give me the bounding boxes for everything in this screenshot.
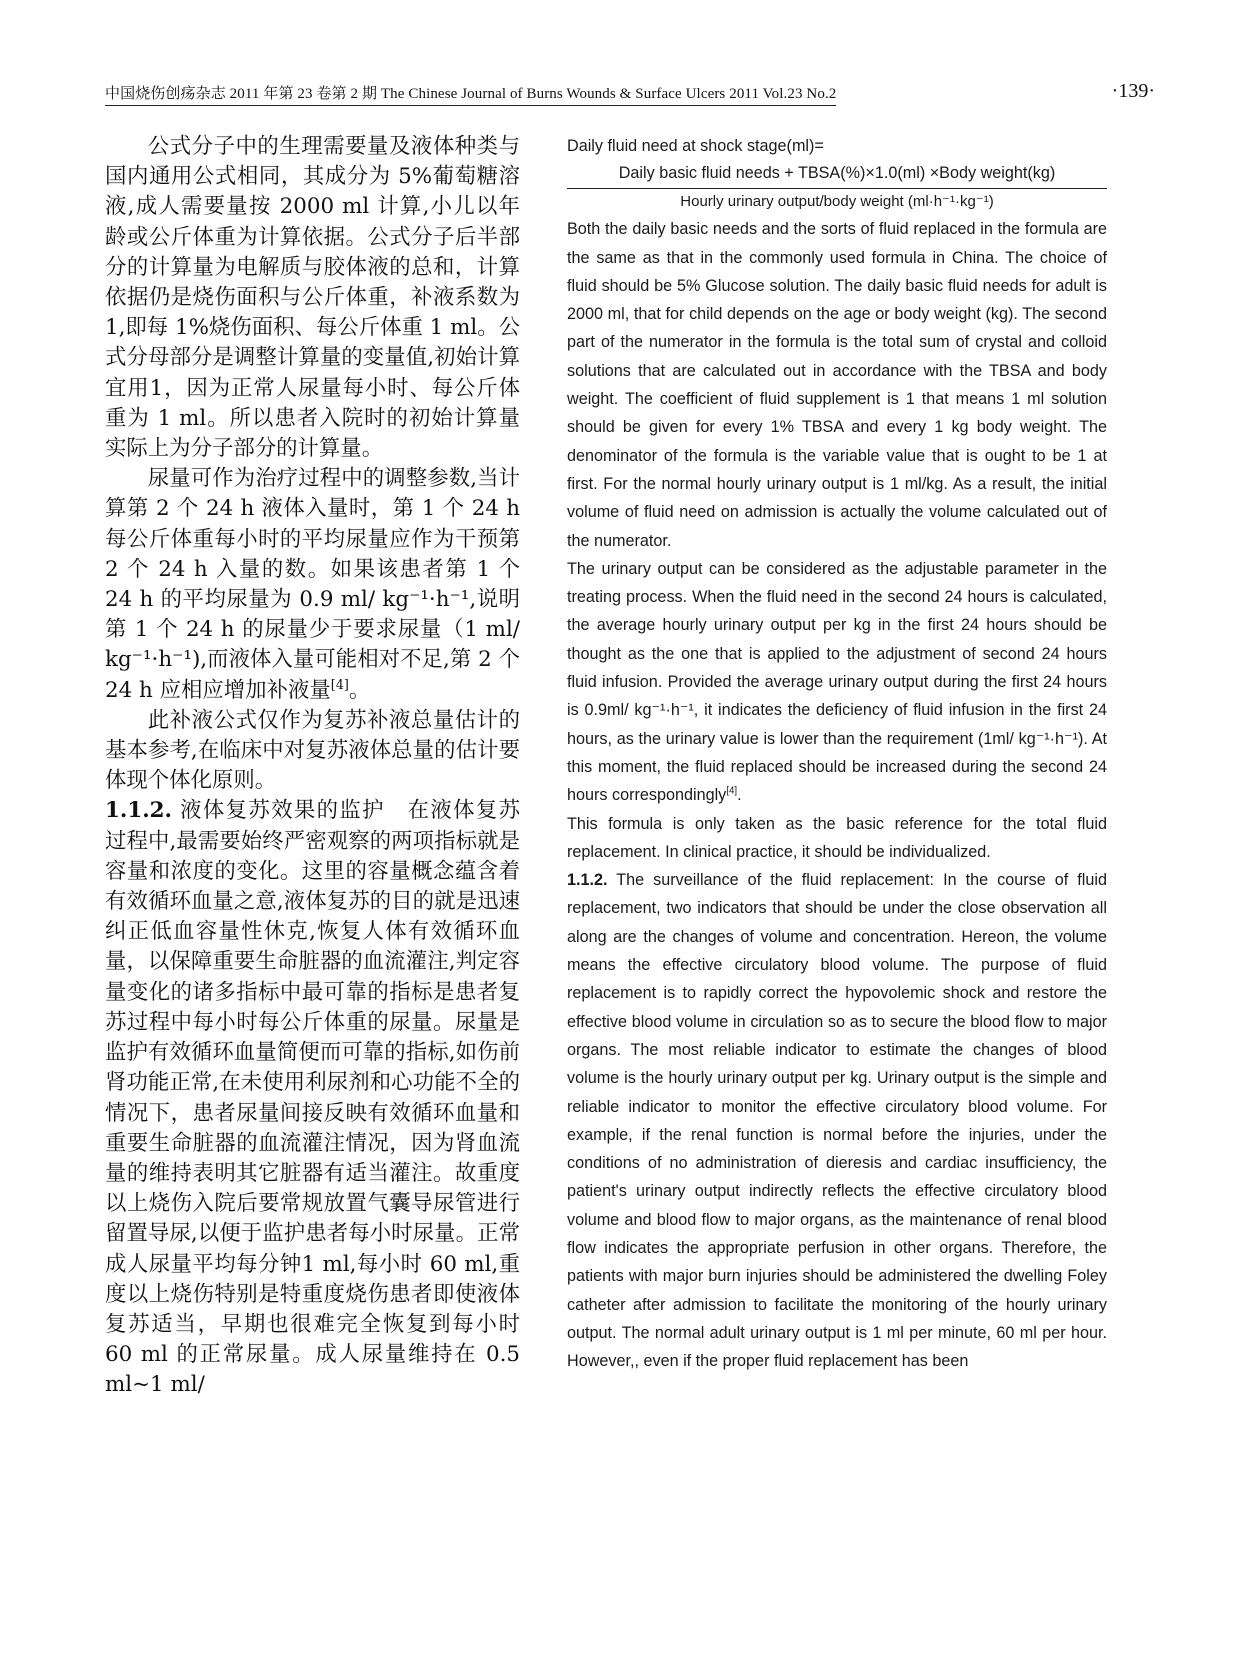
en-citation-ref: [4] [726,785,738,797]
page-number: ·139· [1111,80,1155,102]
cn-paragraph-3: 此补液公式仅作为复苏补液总量估计的基本参考,在临床中对复苏液体总量的估计要体现个体化原则。 [105,707,520,794]
en-section-number: 1.1.2. [567,871,608,890]
english-column [567,132,1107,1375]
formula-label: Daily fluid need at shock stage(ml)= [567,137,824,155]
en-paragraph-3: This formula is only taken as the basic reference for the total fluid replacement. In clinical practice, it should be individualized. [567,814,1107,861]
running-header [105,80,1155,110]
cn-section-body: 在液体复苏过程中,最需要始终严密观察的两项指标就是容量和浓度的变化。这里的容量概念蕴含着有效循环血量之意,液体复苏的目的就是迅速纠正低血容量性休克,恢复人体有效循环血量，以保障重要生命脏器的血流灌注,判定容量变化的诸多指标中最可靠的指标是患者复苏过程中每小时每公斤体重的尿量。尿量是监护有效循环血量简便而可靠的指标,如伤前肾功能正常,在未使用利尿剂和心功能不全的情况下，患者尿量间接反映有效循环血量和重要生命脏器的血流灌注情况，因为肾血流量的维持表明其它脏器有适当灌注。故重度以上烧伤入院后要常规放置气囊导尿管进行留置导尿,以便于监护患者每小时尿量。正常成人尿量平均每分钟1 ml,每小时 60 ml,重度以上烧伤特别是特重度烧伤患者即使液体复苏适当，早期也很难完全恢复到每小时 60 ml 的正常尿量。成人尿量维持在 0.5 ml~1 ml/ [105,798,520,1398]
formula-numerator: Daily basic fluid needs + TBSA(%)×1.0(ml) ×Body weight(kg) [567,160,1107,189]
en-section-body: The surveillance of the fluid replacement: In the course of fluid replacement, two indicators that should be under the close observation all along are the changes of volume and concentration. Hereon, the volume means the effective circulatory blood volume. The purpose of fluid replacement is to rapidly correct the hypovolemic shock and restore the effective blood volume in circulation so as to secure the blood flow to major organs. The most reliable indicator to estimate the changes of blood volume is the hourly urinary output per kg. Urinary output is the simple and reliable indicator to monitor the effective circulatory blood volume. For example, if the renal function is normal before the injuries, under the conditions of no administration of dieresis and cardiac insufficiency, the patient's urinary output indirectly reflects the effective circulatory blood volume and blood flow to major organs, as the maintenance of renal blood flow indicates the appropriate perfusion in other organs. Therefore, the patients with major burn injuries should be administered the dwelling Foley catheter after admission to facilitate the monitoring of the hourly urinary output. The normal adult urinary output is 1 ml per minute, 60 ml per hour. However,, even if the proper fluid replacement has been [567,871,1107,1371]
en-paragraph-1: Both the daily basic needs and the sorts of fluid replaced in the formula are the same as that in the commonly used formula in China. The choice of fluid should be 5% Glucose solution. The daily basic fluid needs for adult is 2000 ml, that for child depends on the age or body weight (kg). The second part of the numerator in the formula is the total sum of crystal and colloid solutions that are calculated out in accordance with the TBSA and body weight. The coefficient of fluid supplement is 1 that means 1 ml solution should be given for every 1% TBSA and every 1 kg body weight. The denominator of the formula is the variable value that is ought to be 1 at first. For the normal hourly urinary output is 1 ml/kg. As a result, the initial volume of fluid need on admission is actually the volume calculated out of the numerator. [567,220,1107,550]
cn-section-1-1-2 [105,796,520,1400]
en-paragraph-2-end: . [737,786,742,805]
cn-section-number: 1.1.2. [105,798,172,824]
formula-fraction [567,160,1107,215]
formula-denominator: Hourly urinary output/body weight (ml·h⁻¹·kg⁻¹) [680,193,994,211]
en-section-1-1-2 [567,866,1107,1375]
journal-running-head: 中国烧伤创疡杂志 2011 年第 23 卷第 2 期 The Chinese Journal of Burns Wounds & Surface Ulcers 2011 Vol.23 No.2 [105,82,836,106]
cn-paragraph-2-text: 尿量可作为治疗过程中的调整参数,当计算第 2 个 24 h 液体入量时，第 1 个 24 h 每公斤体重每小时的平均尿量应作为干预第 2 个 24 h 入量的数。如果该患者第 1 个 24 h 的平均尿量为 0.9 ml/ kg⁻¹·h⁻¹,说明第 1 个 24 h 的尿量少于要求尿量（1 ml/ kg⁻¹·h⁻¹),而液体入量可能相对不足,第 2 个 24 h 应相应增加补液量 [105,466,520,703]
en-paragraph-2-text: The urinary output can be considered as the adjustable parameter in the treating process. When the fluid need in the second 24 hours is calculated, the average hourly urinary output per kg in the first 24 hours should be thought as the one that is applied to the adjustment of second 24 hours fluid infusion. Provided the average urinary output during the first 24 hours is 0.9ml/ kg⁻¹·h⁻¹, it indicates the deficiency of fluid infusion in the first 24 hours, as the urinary value is lower than the requirement (1ml/ kg⁻¹·h⁻¹). At this moment, the fluid replaced should be increased during the second 24 hours correspondingly [567,559,1107,805]
cn-citation-ref: [4] [330,677,349,693]
en-paragraph-2 [567,555,1107,810]
cn-paragraph-2-end: 。 [348,677,371,703]
cn-paragraph-2 [105,464,520,706]
cn-paragraph-1: 公式分子中的生理需要量及液体种类与国内通用公式相同，其成分为 5%葡萄糖溶液,成人需要量按 2000 ml 计算,小儿以年龄或公斤体重为计算依据。公式分子后半部分的计算量为电解质与胶体液的总和，计算依据仍是烧伤面积与公斤体重，补液系数为1,即每 1%烧伤面积、每公斤体重 1 ml。公式分母部分是调整计算量的变量值,初始计算宜用1，因为正常人尿量每小时、每公斤体重为 1 ml。所以患者入院时的初始计算量实际上为分子部分的计算量。 [105,134,520,462]
cn-section-title: 液体复苏效果的监护 [172,798,385,824]
chinese-column [105,132,520,1401]
